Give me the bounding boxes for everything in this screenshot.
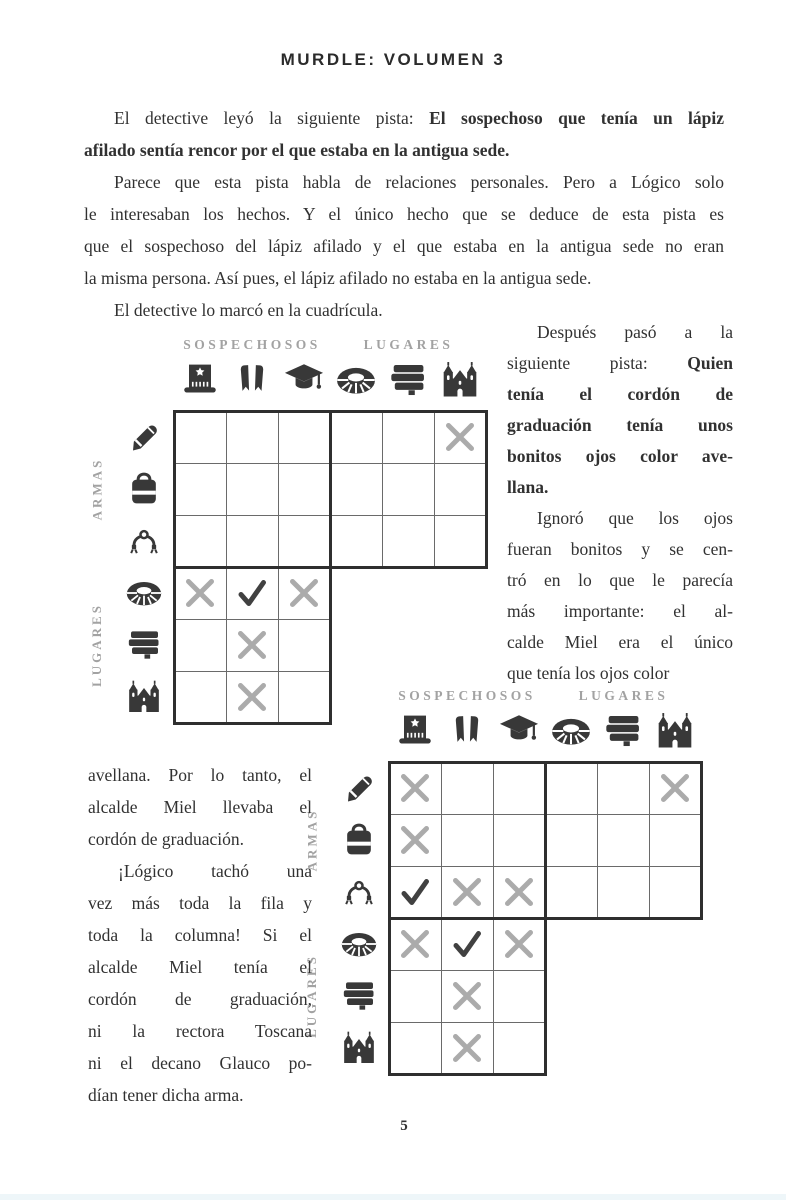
- clue-bold-text: graduación tenía unos: [507, 415, 733, 435]
- grid-cell: [382, 411, 435, 464]
- books-icon: [601, 709, 645, 753]
- text-line: [88, 1047, 312, 1079]
- text-line: [88, 887, 312, 919]
- x-mark: [440, 417, 480, 457]
- body-text: alcalde Miel llevaba el: [88, 797, 312, 817]
- x-mark: [395, 820, 435, 860]
- x-mark: [655, 768, 695, 808]
- suspects-label: SOSPECHOSOS: [398, 688, 536, 703]
- body-text: la misma persona. Así pues, el lápiz afilado no estaba en la antigua sede.: [84, 268, 592, 288]
- places-row-label: [86, 567, 108, 723]
- grid-cell: [278, 463, 331, 516]
- text-line: [507, 410, 733, 441]
- books-icon: [124, 625, 164, 665]
- suspects-label: SOSPECHOSOS: [183, 337, 321, 352]
- x-mark: [447, 872, 487, 912]
- x-mark: [232, 625, 272, 665]
- grid-cell: [330, 515, 383, 568]
- body-text: Ignoró que los ojos: [537, 508, 733, 528]
- body-text: ni el decano Glauco po-: [88, 1053, 312, 1073]
- book-header: MURDLE: VOLUMEN 3: [280, 50, 506, 69]
- text-line: [507, 348, 733, 379]
- text-line: [84, 198, 724, 230]
- body-text: Parece que esta pista habla de relaciones personales. Pero a Lógico solo: [114, 172, 724, 192]
- grid-cell: [226, 463, 279, 516]
- page-bottom-edge: [0, 1194, 786, 1200]
- grid-cell: [493, 814, 546, 867]
- body-text: tró en lo que le parecía: [507, 570, 733, 590]
- top-hat-icon: [178, 358, 222, 402]
- grid-cell: [226, 515, 279, 568]
- stadium-icon: [124, 573, 164, 613]
- left-text-column: [88, 759, 312, 1111]
- body-text: ¡Lógico tachó una: [118, 861, 312, 881]
- text-line: [88, 855, 312, 887]
- top-hat-icon: [393, 709, 437, 753]
- grid-cell: [174, 463, 227, 516]
- text-line: [88, 983, 312, 1015]
- clue-bold-text: bonitos ojos color ave-: [507, 446, 733, 466]
- grid-cell: [278, 671, 331, 724]
- x-mark: [284, 573, 324, 613]
- clue-bold-text: llana.: [507, 477, 549, 497]
- backpack-icon: [124, 469, 164, 509]
- page-number: 5: [400, 1118, 408, 1134]
- weapons-row-label-text: ARMAS: [304, 808, 320, 872]
- grid-cell: [278, 515, 331, 568]
- body-text: ni la rectora Toscana: [88, 1021, 312, 1041]
- text-line: [507, 565, 733, 596]
- grid-cell: [330, 463, 383, 516]
- books-icon: [386, 358, 430, 402]
- grid-cell: [330, 411, 383, 464]
- body-text: toda la columna! Si el: [88, 925, 312, 945]
- text-line: [88, 1015, 312, 1047]
- grid-cell: [174, 515, 227, 568]
- check-mark: [447, 924, 487, 964]
- x-mark: [447, 976, 487, 1016]
- grid-cell: [434, 463, 487, 516]
- text-line: [507, 627, 733, 658]
- right-text-column: [507, 317, 733, 689]
- body-text: fueran bonitos y se cen-: [507, 539, 733, 559]
- check-mark: [232, 573, 272, 613]
- pencil-icon: [339, 768, 379, 808]
- places-row-label-text: LUGARES: [304, 954, 320, 1038]
- clue-bold-text: El sospechoso que tenía un lápiz: [429, 108, 724, 128]
- grid-cell: [226, 411, 279, 464]
- x-mark: [447, 1028, 487, 1068]
- academic-hood-icon: [445, 709, 489, 753]
- places-label: LUGARES: [363, 337, 454, 352]
- check-mark: [395, 872, 435, 912]
- body-text: El detective leyó la siguiente pista:: [114, 108, 430, 128]
- grid-cell: [174, 411, 227, 464]
- x-mark: [499, 872, 539, 912]
- grid-cell: [649, 814, 702, 867]
- text-line: [88, 791, 312, 823]
- x-mark: [180, 573, 220, 613]
- body-text: que tenía los ojos color: [507, 663, 670, 683]
- clue-bold-text: afilado sentía rencor por el que estaba en la antigua sede.: [84, 140, 510, 160]
- graduation-cap-icon: [497, 709, 541, 753]
- grid-cell: [597, 866, 650, 919]
- text-line: [507, 503, 733, 534]
- grid-cell: [434, 515, 487, 568]
- text-line: [507, 534, 733, 565]
- grid-cell: [493, 762, 546, 815]
- body-text: le interesaban los hechos. Y el único hecho que se deduce de esta pista es: [84, 204, 724, 224]
- text-line: [88, 759, 312, 791]
- places-label: LUGARES: [578, 688, 669, 703]
- grid-cell: [389, 970, 442, 1023]
- text-line: [88, 823, 312, 855]
- grid-cell: [278, 411, 331, 464]
- grid-cell: [493, 1022, 546, 1075]
- text-line: [507, 596, 733, 627]
- body-text: dían tener dicha arma.: [88, 1085, 244, 1105]
- body-text: que el sospechoso del lápiz afilado y el que estaba en la antigua sede no eran: [84, 236, 724, 256]
- grid-cell: [649, 866, 702, 919]
- body-text: El detective lo marcó en la cuadrícula.: [114, 300, 383, 320]
- body-text: cordón de graduación.: [88, 829, 244, 849]
- intro-paragraphs: [84, 102, 724, 326]
- cathedral-icon: [438, 358, 482, 402]
- grid-cell: [382, 515, 435, 568]
- weapons-row-label-text: ARMAS: [89, 457, 105, 521]
- grid-cell: [545, 762, 598, 815]
- books-icon: [339, 976, 379, 1016]
- grid-cell: [174, 671, 227, 724]
- stadium-icon: [334, 358, 378, 402]
- grid-cell: [389, 1022, 442, 1075]
- weapons-row-label: [86, 411, 108, 567]
- x-mark: [395, 924, 435, 964]
- body-text: más importante: el al-: [507, 601, 733, 621]
- text-line: [84, 166, 724, 198]
- academic-hood-icon: [230, 358, 274, 402]
- grid-cell: [545, 814, 598, 867]
- body-text: alcalde Miel tenía el: [88, 957, 312, 977]
- grid-cell: [597, 814, 650, 867]
- stadium-icon: [339, 924, 379, 964]
- body-text: avellana. Por lo tanto, el: [88, 765, 312, 785]
- x-mark: [232, 677, 272, 717]
- text-line: [84, 230, 724, 262]
- cathedral-icon: [124, 677, 164, 717]
- text-line: [84, 262, 724, 294]
- body-text: calde Miel era el único: [507, 632, 733, 652]
- x-mark: [499, 924, 539, 964]
- clue-bold-text: Quien: [687, 353, 733, 373]
- body-text: vez más toda la fila y: [88, 893, 312, 913]
- clue-bold-text: tenía el cordón de: [507, 384, 733, 404]
- stadium-icon: [549, 709, 593, 753]
- body-text: Después pasó a la: [537, 322, 733, 342]
- grid-cell: [441, 814, 494, 867]
- cathedral-icon: [339, 1028, 379, 1068]
- text-line: [88, 1079, 312, 1111]
- text-line: [507, 441, 733, 472]
- text-line: [507, 317, 733, 348]
- grid-cell: [441, 762, 494, 815]
- body-text: siguiente pista:: [507, 353, 688, 373]
- text-line: [84, 134, 724, 166]
- graduation-cord-icon: [124, 521, 164, 561]
- graduation-cap-icon: [282, 358, 326, 402]
- backpack-icon: [339, 820, 379, 860]
- grid-cell: [382, 463, 435, 516]
- cathedral-icon: [653, 709, 697, 753]
- grid-cell: [174, 619, 227, 672]
- body-text: cordón de graduación,: [88, 989, 312, 1009]
- grid-cell: [493, 970, 546, 1023]
- grid-cell: [545, 866, 598, 919]
- graduation-cord-icon: [339, 872, 379, 912]
- text-line: [507, 472, 733, 503]
- text-line: [88, 951, 312, 983]
- pencil-icon: [124, 417, 164, 457]
- places-row-label-text: LUGARES: [89, 603, 105, 687]
- text-line: [84, 102, 724, 134]
- x-mark: [395, 768, 435, 808]
- grid-cell: [278, 619, 331, 672]
- grid-cell: [597, 762, 650, 815]
- text-line: [88, 919, 312, 951]
- text-line: [507, 379, 733, 410]
